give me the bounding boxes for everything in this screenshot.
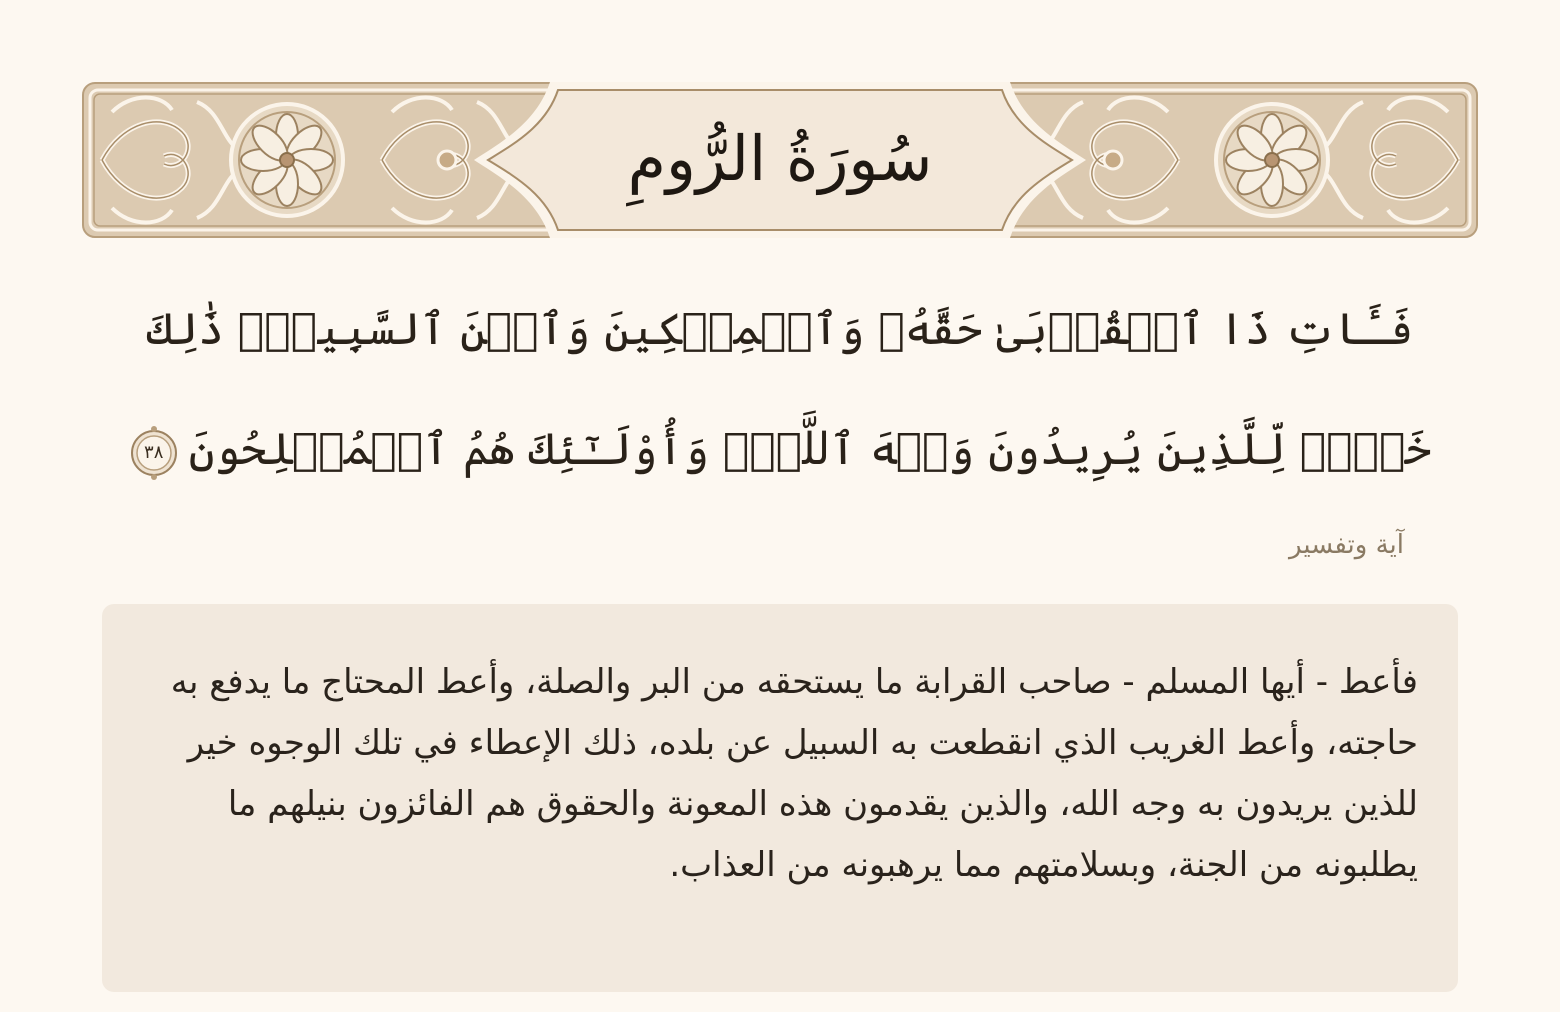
tafsir-card	[102, 604, 1458, 992]
verse-number: ٣٨	[144, 441, 164, 463]
tafsir-text: فأعط - أيها المسلم - صاحب القرابة ما يستحقه من البر والصلة، وأعط المحتاج ما يدفع به حاجته، وأعط الغريب الذي انقطعت به السبيل عن بلده، ذلك الإعطاء في تلك الوجوه خير للذين يريدون به وجه الله، والذين يقدمون هذه المعونة والحقوق هم الفائزون بنيلهم ما يطلبونه من الجنة، وبسلامتهم مما يرهبونه من العذاب.	[170, 662, 1418, 885]
floral-rosette-icon-left	[231, 104, 343, 216]
floral-rosette-icon-right	[1216, 104, 1328, 216]
verse-block	[100, 270, 1460, 510]
verse-text: فَـَٔاتِ ذَا ٱلۡقُرۡبَىٰ حَقَّهُۥ وَٱلۡمِسۡكِينَ وَٱبۡنَ ٱلسَّبِيلِۚ ذَٰلِكَ خَيۡرٞ لِّلَّذِينَ يُرِيدُونَ وَجۡهَ ٱللَّهِۖ وَأُوْلَـٰٓئِكَ هُمُ ٱلۡمُفۡلِحُونَ	[146, 304, 1432, 475]
verse-number-marker	[129, 423, 179, 483]
section-label-ayah-tafsir: آية وتفسير	[1289, 530, 1404, 560]
surah-title: سُورَةُ الرُّومِ	[627, 122, 933, 195]
